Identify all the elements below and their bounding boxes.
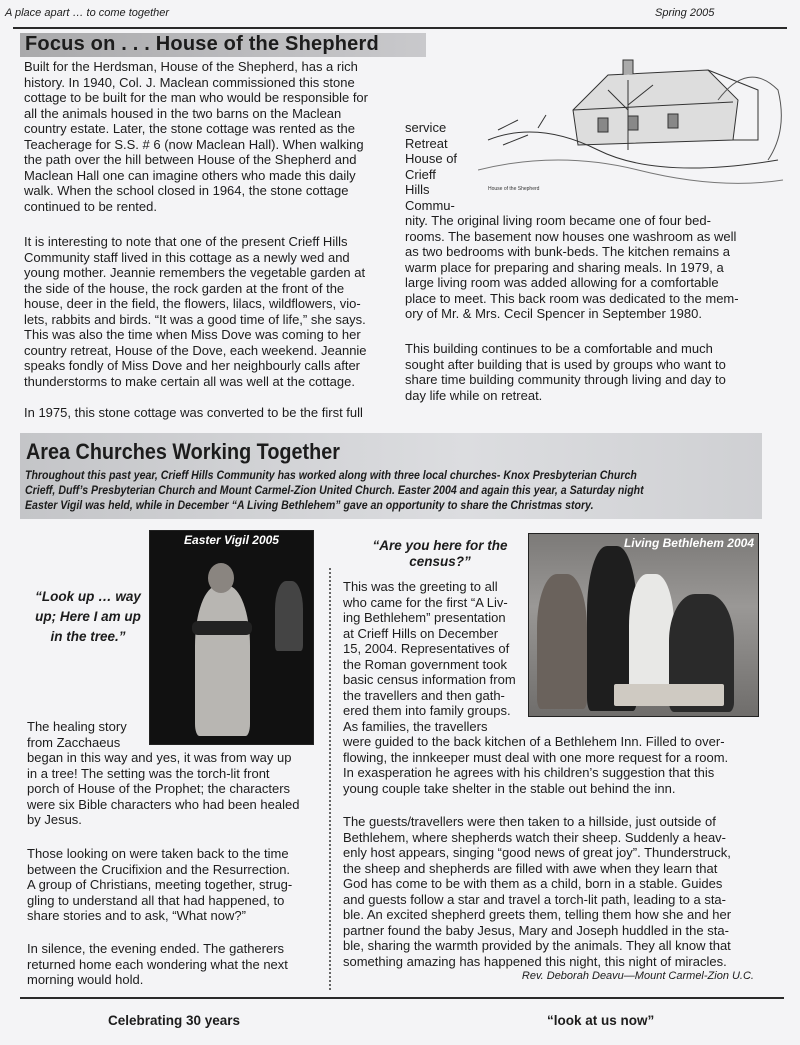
text-line: all the animals housed in the two barns on the Maclean xyxy=(24,105,342,121)
text-line: speaks fondly of Miss Dove and her neighbourly calls after xyxy=(24,358,361,373)
header-rule xyxy=(13,27,787,29)
text-line: ory of Mr. & Mrs. Cecil Spencer in September 1980. xyxy=(405,306,702,321)
text-line: Community staff lived in this cottage as a newly wed and xyxy=(24,249,350,265)
churches-intro xyxy=(25,469,644,514)
text-line: the sheep and shepherds are filled with awe when they learn that xyxy=(343,860,718,876)
text-line: began in this way and yes, it was from way up xyxy=(27,750,292,765)
text-line: ered them into family groups. xyxy=(343,703,511,718)
text-line: census?” xyxy=(409,554,471,569)
text-line: Commu- xyxy=(405,197,455,213)
text-line: from Zacchaeus xyxy=(27,734,121,750)
text-line: and guests follow a star and travel a torch-lit path, leading to a sta- xyxy=(343,891,726,907)
focus-left-p3 xyxy=(24,405,363,421)
text-line: porch of House of the Prophet; the characters xyxy=(27,781,291,796)
text-line: Bethlehem, where shepherds watch their sheep. Suddenly a heav- xyxy=(343,829,727,845)
text-line: Crieff xyxy=(405,166,436,182)
focus-right-narrow xyxy=(405,120,457,213)
text-line: flowing, the innkeeper must deal with one more request for a room. xyxy=(343,749,729,765)
focus-right-p2 xyxy=(405,341,726,403)
text-line: Throughout this past year, Crieff Hills Community has worked along with three local churches- Knox Presbyterian Church xyxy=(25,470,637,482)
text-line: Teacherage for S.S. # 6 (now Maclean Hall). When walking xyxy=(24,136,364,152)
text-line: in a tree! The setting was the torch-lit front xyxy=(27,765,270,781)
text-line: sought after building that is used by groups who want to xyxy=(405,356,726,372)
text-line: at Crieff Hills on December xyxy=(343,625,499,641)
text-line: morning would hold. xyxy=(27,972,144,987)
text-line: 15, 2004. Representatives of xyxy=(343,641,510,656)
text-line: gling to understand all that had happened, to xyxy=(27,892,285,908)
easter-photo-caption: Easter Vigil 2005 xyxy=(184,533,279,547)
text-line: young mother. Jeannie remembers the vegetable garden at xyxy=(24,265,366,280)
text-line: Hills xyxy=(405,182,430,197)
bethlehem-narrow xyxy=(343,579,516,734)
text-line: rooms. The basement now houses one washroom as well xyxy=(405,228,737,244)
text-line: the travellers and then gath- xyxy=(343,687,505,703)
text-line: The guests/travellers were then taken to a hillside, just outside of xyxy=(343,814,716,829)
text-line: house, deer in the field, the flowers, lilacs, wildflowers, vio- xyxy=(24,296,361,311)
bethlehem-p2 xyxy=(343,814,731,969)
text-line: “Look up … way xyxy=(35,589,141,604)
focus-title: Focus on . . . House of the Shepherd xyxy=(25,33,379,55)
focus-left-p1 xyxy=(24,59,368,214)
text-line: This building continues to be a comfortable and much xyxy=(405,341,713,356)
easter-p3 xyxy=(27,941,288,988)
easter-p1 xyxy=(27,750,299,828)
text-line: nity. The original living room became one of four bed- xyxy=(405,213,711,228)
bethlehem-photo-caption: Living Bethlehem 2004 xyxy=(623,536,754,550)
column-divider xyxy=(329,568,331,990)
text-line: country retreat, House of the Dove, each weekend. Jeannie xyxy=(24,342,367,358)
text-line: country estate. Later, the stone cottage was rented as the xyxy=(24,121,355,136)
text-line: God has come to be with them as a child, born in a stable. Guides xyxy=(343,876,723,891)
text-line: This was the greeting to all xyxy=(343,579,498,594)
living-bethlehem-photo xyxy=(528,533,759,717)
text-line: service xyxy=(405,120,447,135)
text-line: Those looking on were taken back to the time xyxy=(27,846,289,861)
text-line: returned home each wondering what the next xyxy=(27,956,288,972)
easter-quote xyxy=(28,587,148,647)
text-line: ble. An excited shepherd greets them, telling them how she and her xyxy=(343,907,732,922)
text-line: Built for the Herdsman, House of the Shepherd, has a rich xyxy=(24,59,358,74)
illustration-caption: House of the Shepherd xyxy=(488,186,540,192)
text-line: young couple take shelter in the stable out behind the inn. xyxy=(343,780,676,796)
text-line: in the tree.” xyxy=(50,629,126,644)
easter-vigil-photo xyxy=(149,530,314,745)
text-line: A group of Christians, meeting together, strug- xyxy=(27,877,293,892)
focus-right-p1 xyxy=(405,213,739,322)
text-line: ble, sharing the warmth provided by the animals. They all know that xyxy=(343,938,731,953)
text-line: As families, the travellers xyxy=(343,718,488,734)
bethlehem-p1 xyxy=(343,734,728,796)
text-line: warm place for preparing and sharing meals. In 1979, a xyxy=(405,259,724,275)
text-line: enly host appears, singing “good news of great joy”. Thunderstruck, xyxy=(343,845,731,860)
text-line: This was also the time when Miss Dove was coming to her xyxy=(24,327,361,342)
text-line: In silence, the evening ended. The gatherers xyxy=(27,941,285,956)
footer-left: Celebrating 30 years xyxy=(108,1013,241,1028)
text-line: continued to be rented. xyxy=(24,198,157,214)
text-line: day life while on retreat. xyxy=(405,387,543,403)
issue-date: Spring 2005 xyxy=(655,7,715,19)
text-line: up; Here I am up xyxy=(35,609,141,624)
text-line: Crieff, Duff’s Presbyterian Church and Mount Carmel-Zion United Church. Easter 2004 and again this year, a Saturday night xyxy=(25,485,644,497)
text-line: partner found the baby Jesus, Mary and Joseph huddled in the sta- xyxy=(343,922,729,938)
text-line: share stories and to ask, “What now?” xyxy=(27,908,246,923)
text-line: Retreat xyxy=(405,135,448,151)
churches-banner xyxy=(20,433,762,519)
article-attribution: Rev. Deborah Deavu—Mount Carmel-Zion U.C. xyxy=(521,970,754,982)
text-line: the side of the house, the rock garden at the front of the xyxy=(24,280,345,296)
text-line: In 1975, this stone cottage was converted to be the first full xyxy=(24,405,363,420)
text-line: place to meet. This back room was dedicated to the mem- xyxy=(405,290,739,306)
text-line: by Jesus. xyxy=(27,812,82,827)
text-line: who came for the first “A Liv- xyxy=(343,594,508,610)
text-line: were guided to the back kitchen of a Bethlehem Inn. Filled to over- xyxy=(343,734,725,749)
text-line: “Are you here for the xyxy=(372,538,508,553)
text-line: basic census information from xyxy=(343,672,516,687)
text-line: House of xyxy=(405,151,458,166)
text-line: the path over the hill between House of the Shepherd and xyxy=(24,152,357,167)
bethlehem-quote xyxy=(355,538,525,570)
text-line: The healing story xyxy=(27,719,127,734)
text-line: walk. When the school closed in 1964, the stone cottage xyxy=(24,183,349,198)
text-line: as two bedrooms with bunk-beds. The kitchen remains a xyxy=(405,244,730,259)
text-line: thunderstorms to make certain all was well at the cottage. xyxy=(24,373,355,389)
text-line: Maclean Hall one can imagine others who made this daily xyxy=(24,167,356,183)
footer-rule xyxy=(20,997,784,999)
text-line: Easter Vigil was held, while in December “A Living Bethlehem” gave an opportunity to share the Christmas story. xyxy=(25,500,594,512)
easter-p2 xyxy=(27,846,292,924)
focus-title-banner xyxy=(20,33,426,57)
footer-right: “look at us now” xyxy=(547,1013,655,1028)
text-line: history. In 1940, Col. J. Maclean commissioned this stone xyxy=(24,74,355,90)
running-header-tagline: A place apart … to come together xyxy=(5,7,170,19)
focus-left-p2 xyxy=(24,234,367,389)
text-line: It is interesting to note that one of the present Crieff Hills xyxy=(24,234,348,249)
text-line: between the Crucifixion and the Resurrection. xyxy=(27,861,291,877)
text-line: the Roman government took xyxy=(343,656,508,672)
text-line: ing Bethlehem” presentation xyxy=(343,610,506,625)
easter-narrow xyxy=(27,719,127,750)
text-line: were six Bible characters who had been healed xyxy=(27,796,300,812)
text-line: cottage to be built for the man who would be responsible for xyxy=(24,90,368,105)
text-line: lets, rabbits and birds. “It was a good time of life,” she says. xyxy=(24,311,366,327)
churches-title: Area Churches Working Together xyxy=(26,439,340,464)
text-line: In exasperation he agrees with his children’s suggestion that this xyxy=(343,765,715,780)
text-line: large living room was added allowing for a comfortable xyxy=(405,275,719,290)
text-line: something amazing has happened this night, this night of miracles. xyxy=(343,953,727,969)
text-line: share time building community through living and day to xyxy=(405,372,726,387)
house-illustration xyxy=(478,40,786,198)
